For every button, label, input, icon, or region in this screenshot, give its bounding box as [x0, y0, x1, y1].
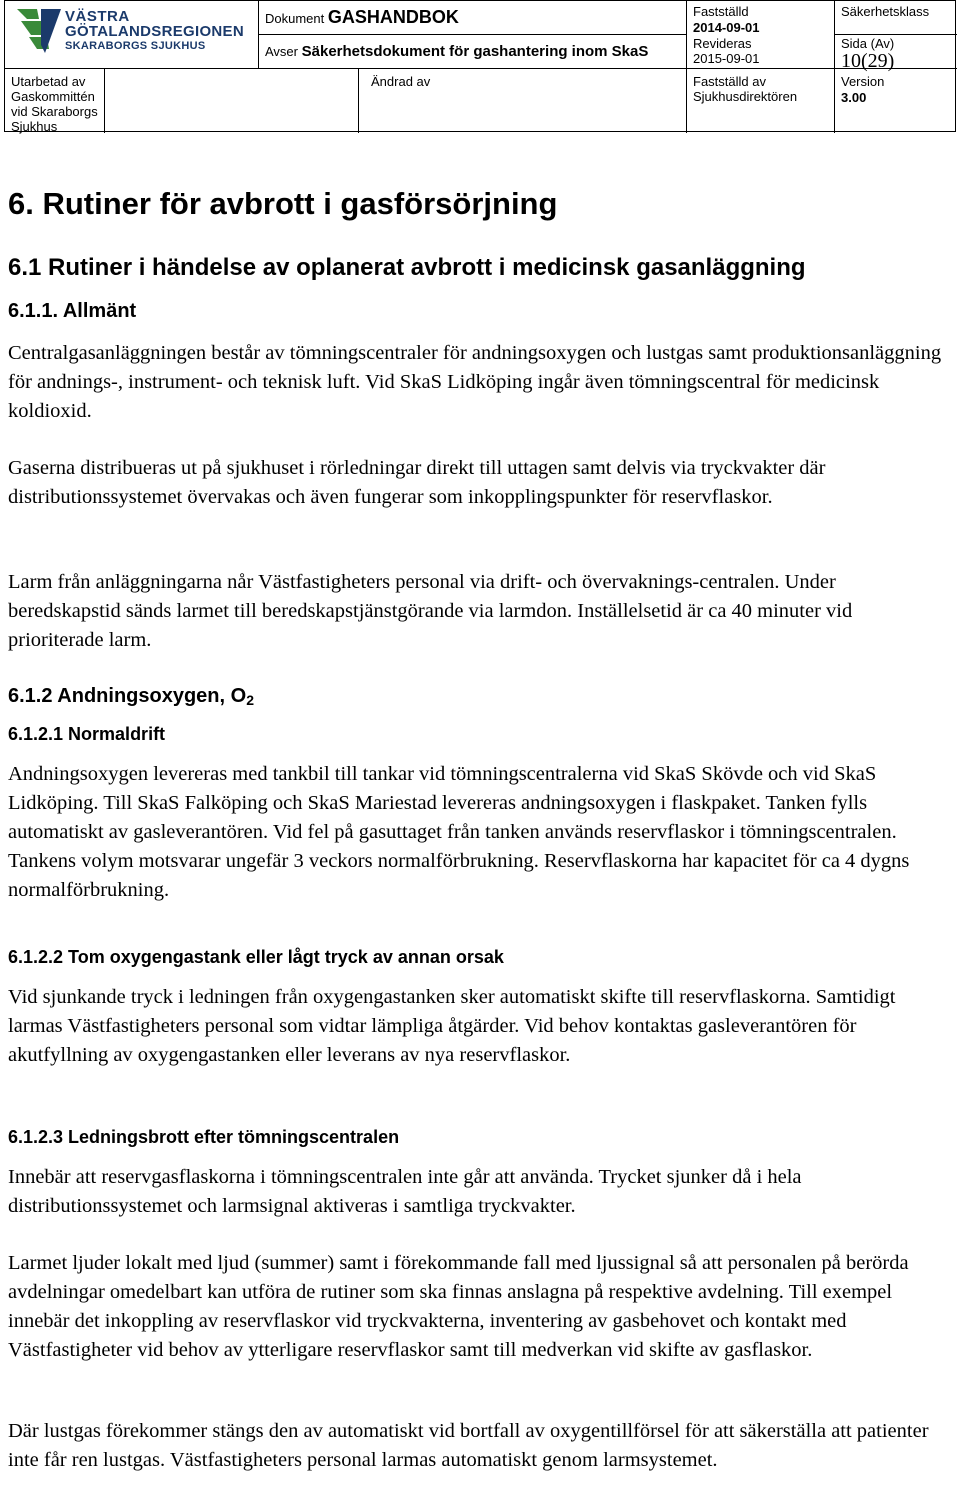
avser-label: Avser	[265, 44, 298, 59]
utarbetad-value-2: vid Skaraborgs	[11, 104, 98, 119]
heading-6-1: 6.1 Rutiner i händelse av oplanerat avbrott i medicinsk gasanläggning	[8, 254, 806, 281]
heading-6: 6. Rutiner för avbrott i gasförsörjning	[8, 186, 558, 221]
version-label: Version	[841, 74, 885, 89]
version-cell	[835, 69, 957, 133]
paragraph-6-1-2-1: Andningsoxygen levereras med tankbil till tankar vid tömningscentralerna vid SkaS Skövde och vid SkaS Lidköping. Till SkaS Falköping och SkaS Mariestad levereras andningsoxygen i flaskpaket. Tanken fylls automatiskt av gasleverantören. Vid fel på gasuttaget från tanken används reservflaskor i tömningscentralen. Tankens volym motsvarar ungefär 3 veckors normalförbrukning. Reservflaskorna har kapacitet för ca 4 dygns normalförbrukning.	[8, 763, 910, 901]
logo-line-2: GÖTALANDSREGIONEN	[65, 23, 244, 40]
heading-6-1-2-1: 6.1.2.1 Normaldrift	[8, 724, 166, 744]
dokument-cell	[259, 1, 687, 35]
logo-text	[65, 9, 244, 52]
document-header	[4, 0, 956, 132]
heading-6-1-1: 6.1.1. Allmänt	[8, 300, 137, 322]
version-value: 3.00	[841, 90, 867, 105]
sakerhetsklass-cell	[835, 1, 957, 35]
logo-line-3: SKARABORGS SJUKHUS	[65, 40, 206, 52]
revideras-date: 2015-09-01	[693, 51, 760, 66]
avser-value: Säkerhetsdokument för gashantering inom SkaS	[301, 43, 649, 60]
avser-cell	[259, 35, 687, 69]
heading-6-1-2-subscript: 2	[246, 692, 254, 708]
utarbetad-value-1: Gaskommittén	[11, 89, 95, 104]
faststalld-av-cell	[687, 69, 835, 133]
paragraph-6-1-2-2: Vid sjunkande tryck i ledningen från oxygengastanken sker automatiskt skifte till reservflaskorna. Samtidigt larmas Västfastigheters personal som vidtar lämpliga åtgärder. Vid behov kontaktas gasleverantören för akutfyllning av oxygengastanken eller leverans av nya reservflaskor.	[8, 986, 896, 1066]
faststalld-label: Fastställd	[693, 4, 749, 19]
sida-cell	[835, 35, 957, 72]
utarbetad-value-3: Sjukhus	[11, 119, 58, 134]
paragraph-6-1-1-b: Gaserna distribueras ut på sjukhuset i rörledningar direkt till uttagen samt delvis via tryckvakter där distributionssystemet övervakas och även fungerar som inkopplingspunkter för reservflaskor.	[8, 457, 826, 508]
faststalld-cell	[687, 1, 835, 35]
utarbetad-label: Utarbetad av	[11, 74, 86, 89]
dokument-label: Dokument	[265, 11, 325, 26]
revideras-label: Revideras	[693, 36, 752, 51]
paragraph-6-1-1-a: Centralgasanläggningen består av tömningscentraler för andningsoxygen och lustgas samt produktionsanläggning för andnings-, instrument- och teknisk luft. Vid SkaS Lidköping ingår även tömningscentral för medicinsk koldioxid.	[8, 342, 942, 422]
faststalld-av-label: Fastställd av	[693, 74, 766, 89]
faststalld-date: 2014-09-01	[693, 20, 760, 35]
andrad-label: Ändrad av	[371, 74, 431, 89]
heading-6-1-2-2: 6.1.2.2 Tom oxygengastank eller lågt tryck av annan orsak	[8, 947, 504, 967]
paragraph-6-1-2-3-a: Innebär att reservgasflaskorna i tömningscentralen inte går att använda. Trycket sjunker då i hela distributionssystemet och larmsignal aktiveras i samtliga tryckvakter.	[8, 1166, 802, 1217]
sakerhetsklass-label: Säkerhetsklass	[841, 4, 930, 19]
dokument-value: GASHANDBOK	[327, 7, 459, 27]
paragraph-6-1-1-c: Larm från anläggningarna når Västfastigheters personal via drift- och övervaknings-centralen. Under beredskapstid sänds larmet till beredskapstjänstgörande via larmdon. Inställelsetid är ca 40 minuter vid prioriterade larm.	[8, 571, 853, 651]
sida-label: Sida (Av)	[841, 36, 895, 51]
utarbetad-cell	[5, 69, 359, 133]
heading-6-1-2-text: 6.1.2 Andningsoxygen, O	[8, 685, 247, 707]
paragraph-6-1-2-3-c: Där lustgas förekommer stängs den av automatiskt vid bortfall av oxygentillförsel för att säkerställa att patienter inte får ren lustgas. Västfastigheters personal larmas automatiskt genom larmsystemet.	[8, 1420, 929, 1471]
paragraph-6-1-2-3-b: Larmet ljuder lokalt med ljud (summer) samt i förekommande fall med ljussignal så att personalen på berörda avdelningar omedelbart kan utföra de rutiner som ska finnas anslagna på respektive avdelning. Till exempel innebär det inkoppling av reservflaskor vid tryckvakterna, inventering av gasbehovet och kontakt med Västfastigheter vid behov av ytterligare reservflaskor samt till medverkan vid skifte av gasflaskor.	[8, 1252, 909, 1361]
logo-line-1: VÄSTRA	[65, 8, 130, 25]
sida-value: 10(29)	[841, 50, 895, 72]
revideras-cell	[687, 35, 835, 69]
heading-6-1-2	[8, 685, 254, 708]
andrad-cell	[359, 69, 687, 133]
heading-6-1-2-3: 6.1.2.3 Ledningsbrott efter tömningscentralen	[8, 1127, 400, 1147]
logo-cell	[5, 1, 259, 69]
vgr-logo-icon	[15, 5, 65, 57]
faststalld-av-value: Sjukhusdirektören	[693, 89, 798, 104]
utarbetad-inner	[5, 69, 105, 133]
